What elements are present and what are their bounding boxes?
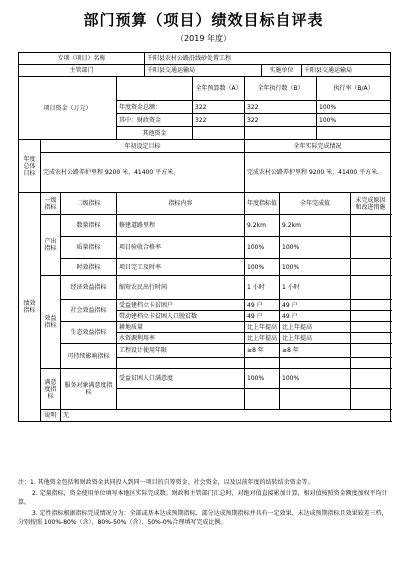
page-year: （2019 年度）: [176, 34, 231, 43]
timeliness-reason: [351, 259, 391, 276]
note-3: 3. 定性指标根据指标完成情况分为：全部或基本达成预期指标、部分达成预期指标并具有一定效果、未达成预期指标且效果较差三档，分别按照 100%-80%（含）、80%-50%（含）、50%-0%合理填写完成比例。: [18, 510, 388, 526]
eco-reason-1: [351, 322, 391, 333]
quantity-text: 修建道路里程: [117, 215, 245, 237]
sustain-reason: [351, 344, 391, 358]
satisfaction-sub-label: 服务对象满意度指标: [61, 369, 117, 410]
funds-col-exec: 全年执行数（B）: [245, 77, 317, 101]
economic-reason: [351, 276, 391, 300]
satisfaction-label: 满意度指标: [41, 369, 61, 410]
sustain-empty-text: [117, 358, 245, 369]
sustain-label: 可持续影响指标: [61, 344, 117, 369]
quantity-label: 数量指标: [61, 215, 117, 237]
funds-col-budget: 全年预算数（A）: [193, 77, 245, 101]
satisfaction-empty-actual: [280, 389, 351, 410]
goals-planned-text: 完成农村公路养护里程 9200 米，41400 平方米。: [41, 153, 245, 193]
funds-row-name: 其他资金: [117, 127, 193, 140]
eco-actual-1: 比上年提高: [280, 322, 351, 333]
goals-planned-header: 年初设定目标: [41, 140, 245, 153]
goals-actual-header: 全年实际完成情况: [245, 140, 391, 153]
economic-label: 经济效益指标: [61, 276, 117, 300]
dept-label: 主管部门: [19, 65, 145, 77]
impl-label: 实施单位: [262, 65, 302, 77]
economic-target: 1 小时: [245, 276, 280, 300]
economic-text: 缩短农民出行时间: [117, 276, 245, 300]
timeliness-text: 项目完工及时率: [117, 259, 245, 276]
social-reason-1: [351, 300, 391, 311]
social-actual-1: 49 户: [280, 300, 351, 311]
eco-label: 生态效益指标: [61, 322, 117, 344]
header-level2: 二级指标: [61, 193, 117, 215]
quality-actual: 100%: [280, 237, 351, 259]
header-reason: 未完成原因和改进措施: [351, 193, 391, 215]
satisfaction-actual: 100%: [280, 369, 351, 389]
page-title: 部门预算（项目）绩效目标自评表: [83, 11, 324, 29]
funds-row-exec: 322: [245, 101, 317, 114]
satisfaction-text: 受益贫困人口满意度: [117, 369, 245, 389]
economic-actual: 1 小时: [280, 276, 351, 300]
social-label: 社会效益指标: [61, 300, 117, 322]
quantity-reason: [351, 215, 391, 237]
evaluation-table: [18, 52, 391, 422]
social-actual-2: 49 户: [280, 311, 351, 322]
timeliness-label: 时效指标: [61, 259, 117, 276]
goals-actual-text: 完成农村公路养护里程 9200 米，41400 平方米。: [245, 153, 391, 193]
funds-row-exec: [245, 127, 317, 140]
quality-reason: [351, 237, 391, 259]
project-name-label: 专项（项目）名称: [19, 53, 145, 65]
satisfaction-reason: [351, 369, 391, 389]
header-annual: 年度指标值: [245, 193, 280, 215]
funds-label: 项目资金（万元）: [19, 77, 117, 140]
social-target-1: 49 户: [245, 300, 280, 311]
social-text-1: 受益建档立卡贫困户: [117, 300, 245, 311]
header-content: 指标内容: [117, 193, 245, 215]
sustain-text: 工程设计使用年限: [117, 344, 245, 358]
funds-row-budget: [193, 127, 245, 140]
note-1: 注：1. 其他资金包括和财政资金共同投入到同一项目的自筹资金、社会资金，以及以前年度的结转结余资金等。: [18, 479, 314, 486]
goals-label: 年度总体目标: [19, 140, 41, 193]
project-name-value: 千阳县农村公路沿线砂处置工程: [145, 53, 391, 65]
sustain-empty-actual: [280, 358, 351, 369]
eco-reason-2: [351, 333, 391, 344]
funds-col-rate: 执行率（B/A）: [317, 77, 391, 101]
funds-row-name: 其中：财政资金: [117, 114, 193, 127]
funds-row-exec: 322: [245, 114, 317, 127]
indicators-section-label: 绩效指标: [19, 193, 41, 422]
eco-text-1: 耕地质量: [117, 322, 245, 333]
quality-label: 质量指标: [61, 237, 117, 259]
satisfaction-target: 100%: [245, 369, 280, 389]
output-label: 产出指标: [41, 215, 61, 276]
funds-row-rate: 100%: [317, 101, 391, 114]
funds-row-rate: [317, 127, 391, 140]
quality-text: 项目验收合格率: [117, 237, 245, 259]
sustain-empty-target: [245, 358, 280, 369]
remark-value: 无: [61, 410, 391, 422]
quantity-target: 9.2km: [245, 215, 280, 237]
impl-value: 千阳县交通运输局: [302, 65, 391, 77]
note-2: 2. 定量指标，资金使用单位填写本地区实际完成数。财政和主管部门汇总时，对绝对值直接累加计算，相对值按照资金额度加权平均计算。: [18, 490, 388, 506]
quality-target: 100%: [245, 237, 280, 259]
satisfaction-empty-target: [245, 389, 280, 410]
sustain-actual: ≥8 年: [280, 344, 351, 358]
eco-text-2: 水资源利用率: [117, 333, 245, 344]
funds-row-name: 年度资金总额：: [117, 101, 193, 114]
timeliness-actual: 100%: [280, 259, 351, 276]
social-target-2: 49 户: [245, 311, 280, 322]
header-actual: 全年完成值: [280, 193, 351, 215]
header-level1: 一级指标: [41, 193, 61, 215]
dept-value: 千阳县交通运输局: [145, 65, 262, 77]
funds-row-budget: 322: [193, 101, 245, 114]
sustain-empty-reason: [351, 358, 391, 369]
notes-section: [18, 478, 390, 529]
satisfaction-empty-text: [117, 389, 245, 410]
satisfaction-empty-reason: [351, 389, 391, 410]
timeliness-target: 100%: [245, 259, 280, 276]
eco-actual-2: 比上年提高: [280, 333, 351, 344]
sustain-target: ≥8 年: [245, 344, 280, 358]
remark-label: 说明: [41, 410, 61, 422]
funds-row-rate: 100%: [317, 114, 391, 127]
funds-row-budget: 322: [193, 114, 245, 127]
effect-label: 效益指标: [41, 276, 61, 369]
funds-header-blank: [117, 77, 193, 101]
social-text-2: 带动建档立卡贫困人口脱贫数: [117, 311, 245, 322]
eco-target-2: 比上年提高: [245, 333, 280, 344]
social-reason-2: [351, 311, 391, 322]
eco-target-1: 比上年提高: [245, 322, 280, 333]
quantity-actual: 9.2km: [280, 215, 351, 237]
